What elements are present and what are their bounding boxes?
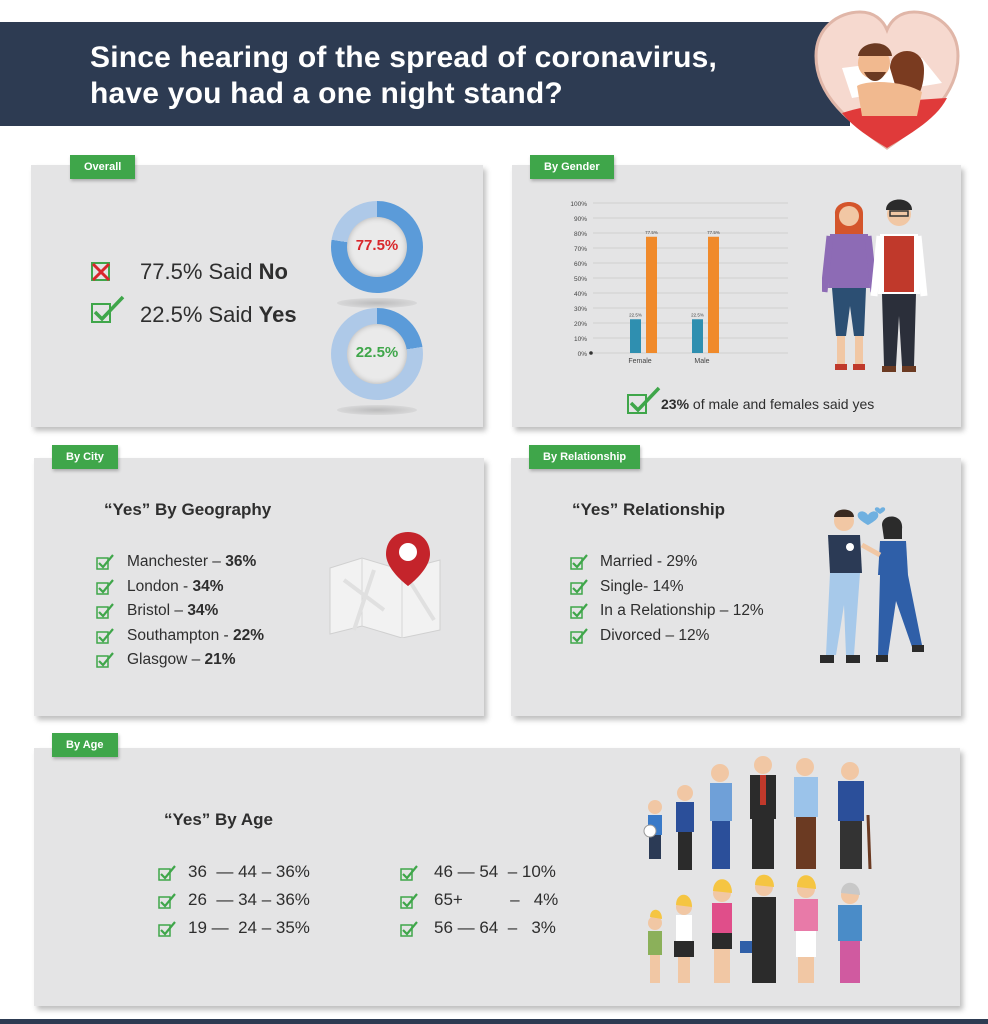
y-tick-label: 50% xyxy=(573,276,587,283)
bar xyxy=(646,237,657,353)
age-check-icon xyxy=(400,865,418,881)
y-tick-label: 100% xyxy=(570,201,587,208)
female-figures xyxy=(648,875,862,983)
city-name: Southampton - xyxy=(127,626,233,644)
y-tick-label: 40% xyxy=(573,291,587,298)
city-value: 34% xyxy=(187,602,219,619)
city-value: 22% xyxy=(232,626,265,644)
city-name: Glasgow – xyxy=(127,651,205,668)
couple-heart-illustration xyxy=(812,8,962,153)
city-value: 34% xyxy=(192,577,224,595)
gender-bar-chart xyxy=(555,195,800,370)
relationship-title: “Yes” Relationship xyxy=(572,500,726,519)
age-item: 19 — 24 – 35% xyxy=(188,918,310,937)
donut-yes-label: 22.5% xyxy=(355,344,399,361)
donut-no-shadow xyxy=(337,298,417,308)
bar-value-label: 77.5% xyxy=(707,229,720,235)
donut-no xyxy=(331,201,423,293)
gender-check-icon xyxy=(626,385,662,417)
y-tick-label: 30% xyxy=(573,306,587,313)
age-people-illustration xyxy=(640,755,880,995)
city-value: 21% xyxy=(204,651,236,668)
overall-no-word: No xyxy=(258,259,288,284)
age-check-icon xyxy=(158,921,176,937)
age-item: 65+ – 4% xyxy=(434,890,559,909)
gender-note-rest: of male and females said yes xyxy=(689,396,875,412)
city-item xyxy=(127,627,264,645)
relationship-check-icon xyxy=(570,603,588,619)
overall-no-line xyxy=(140,259,288,285)
relationship-check-icon xyxy=(570,579,588,595)
y-tick-label: 20% xyxy=(573,321,587,328)
overall-no-pct: 77.5% Said xyxy=(140,259,259,284)
title-line-1: Since hearing of the spread of coronavirus, xyxy=(90,41,718,74)
bar-value-label: 77.5% xyxy=(645,229,658,235)
page-title xyxy=(90,40,717,112)
city-value: 36% xyxy=(225,553,257,570)
x-tick-label: Male xyxy=(694,358,710,365)
city-title: “Yes” By Geography xyxy=(104,500,272,519)
map-pin-illustration xyxy=(324,530,446,638)
city-item xyxy=(127,651,236,669)
city-item xyxy=(127,553,256,571)
city-check-icon xyxy=(96,579,114,595)
overall-yes-word: Yes xyxy=(258,302,297,327)
age-title: “Yes” By Age xyxy=(164,810,273,829)
relationship-item: Single- 14% xyxy=(600,577,684,595)
bottom-bar xyxy=(0,1019,988,1024)
city-check-icon xyxy=(96,554,114,570)
gender-tag: By Gender xyxy=(530,155,614,179)
age-check-icon xyxy=(400,921,418,937)
x-checkbox-icon xyxy=(90,259,114,283)
gender-note-bold: 23% xyxy=(661,396,690,412)
age-item: 26 — 34 – 36% xyxy=(188,890,310,909)
title-line-2: have you had a one night stand? xyxy=(90,77,563,110)
male-figures xyxy=(644,756,870,870)
city-check-icon xyxy=(96,652,114,668)
donut-no-label: 77.5% xyxy=(355,237,399,254)
couple-illustration xyxy=(822,196,932,376)
check-checkbox-icon xyxy=(90,294,126,326)
donut-yes xyxy=(331,308,423,400)
relationship-item: Divorced – 12% xyxy=(600,626,710,644)
donut-yes-shadow xyxy=(337,405,417,415)
city-name: Manchester – xyxy=(127,553,226,570)
y-tick-label: 60% xyxy=(573,261,587,268)
age-item: 46 — 54 – 10% xyxy=(434,862,556,881)
header-banner xyxy=(0,22,850,126)
x-tick-label: Female xyxy=(628,358,652,365)
age-item: 36 — 44 – 36% xyxy=(188,862,310,881)
y-tick-label: 0% xyxy=(577,351,587,358)
bar xyxy=(692,319,703,353)
overall-yes-line xyxy=(140,302,297,328)
bar-value-label: 22.5% xyxy=(629,312,642,318)
bar xyxy=(708,237,719,353)
axis-origin-dot xyxy=(589,351,593,355)
city-name: London - xyxy=(127,577,193,595)
overall-yes-pct: 22.5% Said xyxy=(140,302,259,327)
city-check-icon xyxy=(96,603,114,619)
age-check-icon xyxy=(158,865,176,881)
age-item: 56 — 64 – 3% xyxy=(434,918,556,937)
relationship-tag: By Relationship xyxy=(529,445,640,469)
city-item xyxy=(127,602,218,620)
y-tick-label: 10% xyxy=(573,336,587,343)
city-tag: By City xyxy=(52,445,118,469)
y-tick-label: 70% xyxy=(573,246,587,253)
bar-value-label: 22.5% xyxy=(691,312,704,318)
age-tag: By Age xyxy=(52,733,118,757)
relationship-couple-illustration xyxy=(806,505,931,673)
bar xyxy=(630,319,641,353)
relationship-item: Married - 29% xyxy=(600,553,698,570)
gender-note xyxy=(661,396,874,412)
relationship-check-icon xyxy=(570,628,588,644)
relationship-check-icon xyxy=(570,554,588,570)
city-name: Bristol – xyxy=(127,602,188,619)
y-tick-label: 90% xyxy=(573,216,587,223)
y-tick-label: 80% xyxy=(573,231,587,238)
age-check-icon xyxy=(158,893,176,909)
relationship-item: In a Relationship – 12% xyxy=(600,602,764,619)
city-check-icon xyxy=(96,628,114,644)
age-check-icon xyxy=(400,893,418,909)
city-item xyxy=(127,578,224,596)
overall-tag: Overall xyxy=(70,155,135,179)
